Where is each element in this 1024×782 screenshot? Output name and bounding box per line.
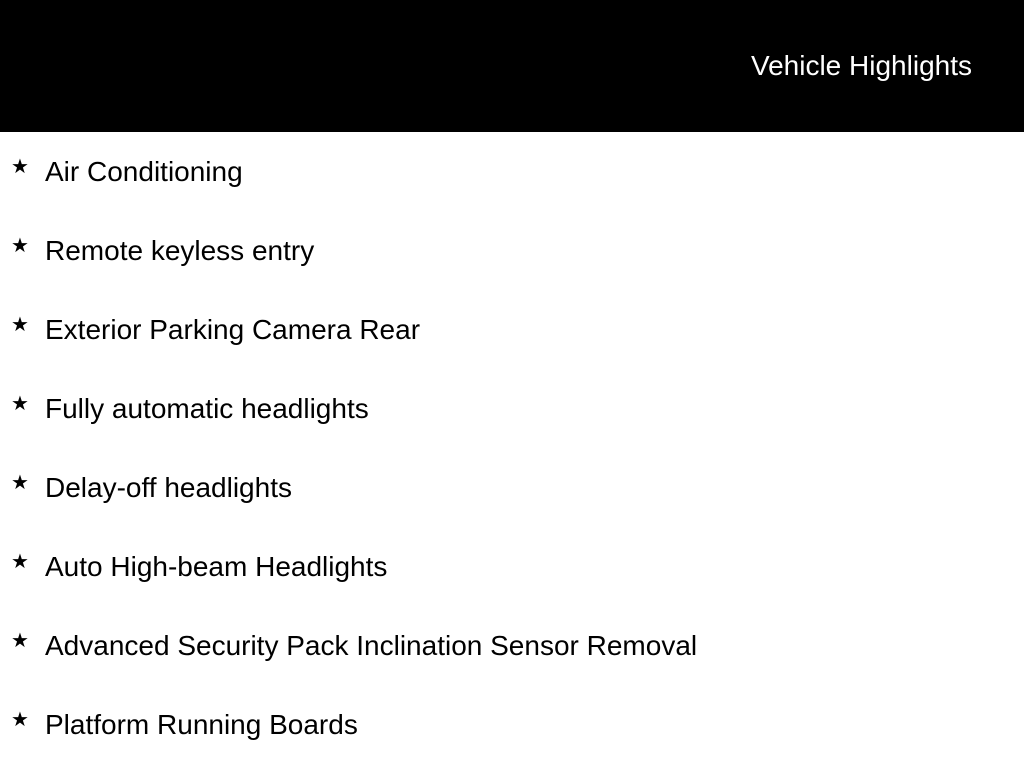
star-icon: ★	[11, 630, 29, 652]
feature-label: Advanced Security Pack Inclination Sensor Removal	[45, 630, 698, 661]
list-item	[0, 545, 1024, 624]
list-item	[0, 150, 1024, 229]
feature-label: Air Conditioning	[45, 156, 243, 187]
list-item	[0, 308, 1024, 387]
vehicle-highlights-list	[0, 150, 1024, 782]
list-item	[0, 466, 1024, 545]
feature-label: Delay-off headlights	[45, 472, 292, 503]
list-item	[0, 387, 1024, 466]
star-icon: ★	[11, 235, 29, 257]
feature-label: Auto High-beam Headlights	[45, 551, 388, 582]
star-icon: ★	[11, 551, 29, 573]
list-item	[0, 229, 1024, 308]
list-item	[0, 624, 1024, 703]
feature-label: Exterior Parking Camera Rear	[45, 314, 421, 345]
star-icon: ★	[11, 709, 29, 731]
list-item	[0, 703, 1024, 782]
feature-label: Fully automatic headlights	[45, 393, 369, 424]
star-icon: ★	[11, 314, 29, 336]
page-title: Vehicle Highlights	[750, 50, 972, 81]
star-icon: ★	[11, 393, 29, 415]
feature-label: Remote keyless entry	[45, 235, 315, 266]
star-icon: ★	[11, 472, 29, 494]
header-bar	[0, 0, 1024, 132]
feature-label: Platform Running Boards	[45, 709, 358, 740]
star-icon: ★	[11, 156, 29, 178]
